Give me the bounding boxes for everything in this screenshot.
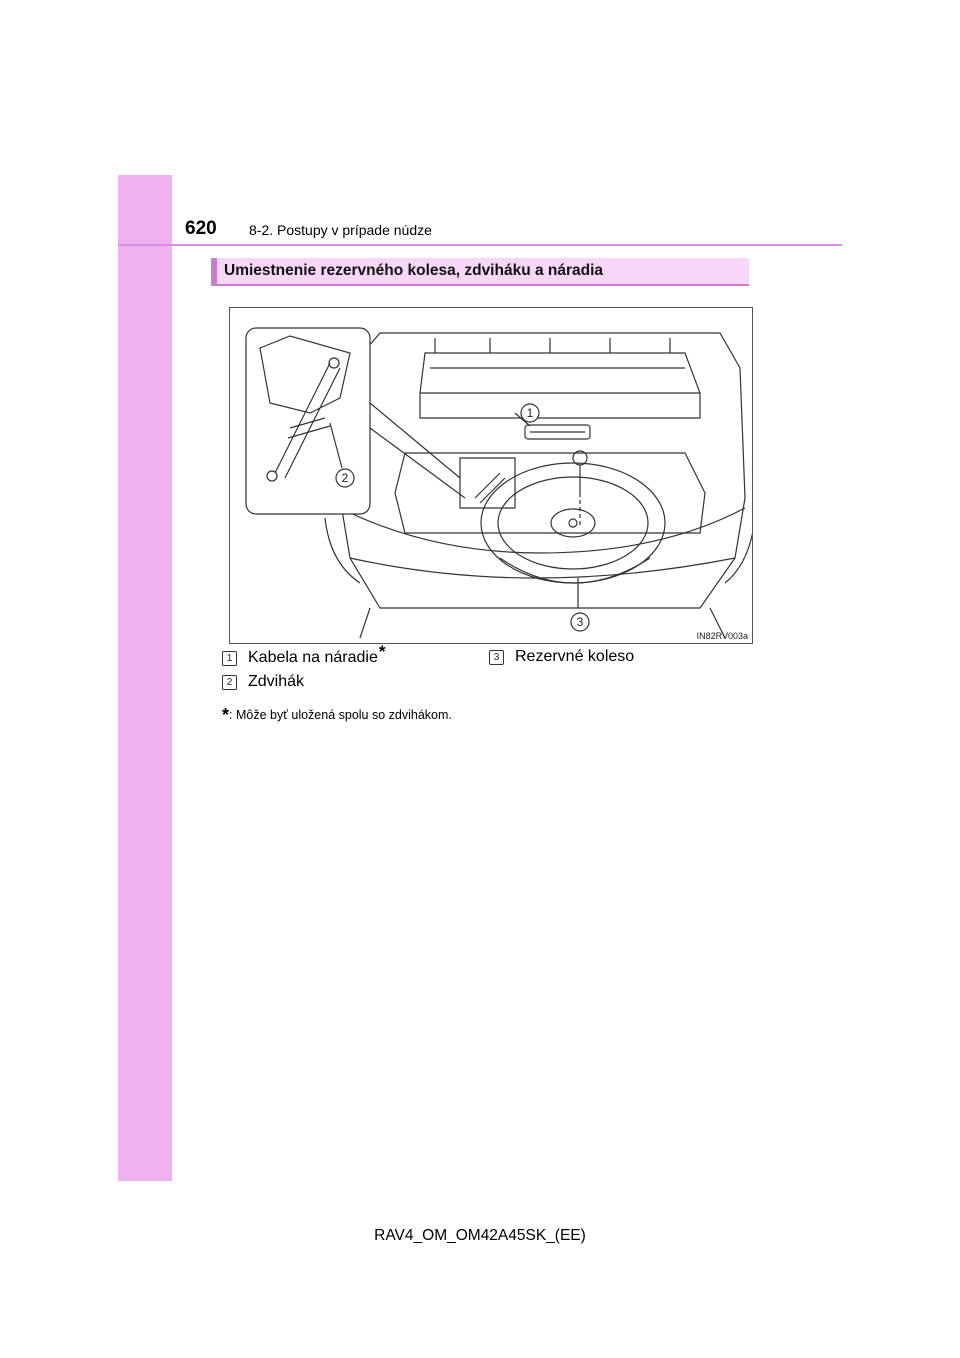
- legend-item-tool-bag: [222, 642, 386, 668]
- sidebar-tab: [118, 175, 172, 1181]
- number-badge: 3: [489, 650, 504, 665]
- legend-item-spare-tire: [489, 648, 634, 666]
- legend-label: Zdvihák: [248, 673, 305, 690]
- document-id: RAV4_OM_OM42A45SK_(EE): [374, 1227, 586, 1244]
- callout-1-label: 1: [526, 406, 534, 420]
- callout-3-label: 3: [576, 615, 584, 629]
- header-divider: [118, 244, 842, 246]
- number-badge: 2: [222, 675, 237, 690]
- figure-code: IN82RV003a: [696, 631, 748, 641]
- footnote-text: : Môže byť uložená spolu so zdvihákom.: [229, 708, 452, 722]
- trunk-illustration: [229, 307, 753, 644]
- section-banner: [211, 258, 749, 286]
- callout-2-label: 2: [341, 471, 349, 485]
- footnote-marker: *: [378, 642, 386, 661]
- page-number: 620: [185, 218, 217, 239]
- section-title: Umiestnenie rezervného kolesa, zdviháku a náradia: [224, 262, 604, 279]
- trunk-drawing: [230, 308, 752, 643]
- footnote-star: *: [222, 705, 230, 725]
- chapter-title: 8-2. Postupy v prípade núdze: [249, 222, 432, 238]
- legend-item-jack: [222, 673, 304, 691]
- number-badge: 1: [222, 651, 237, 666]
- legend-label: Rezervné koleso: [515, 648, 635, 665]
- legend-label: Kabela na náradie: [248, 649, 378, 666]
- banner-accent: [211, 258, 217, 284]
- footnote: [222, 703, 452, 724]
